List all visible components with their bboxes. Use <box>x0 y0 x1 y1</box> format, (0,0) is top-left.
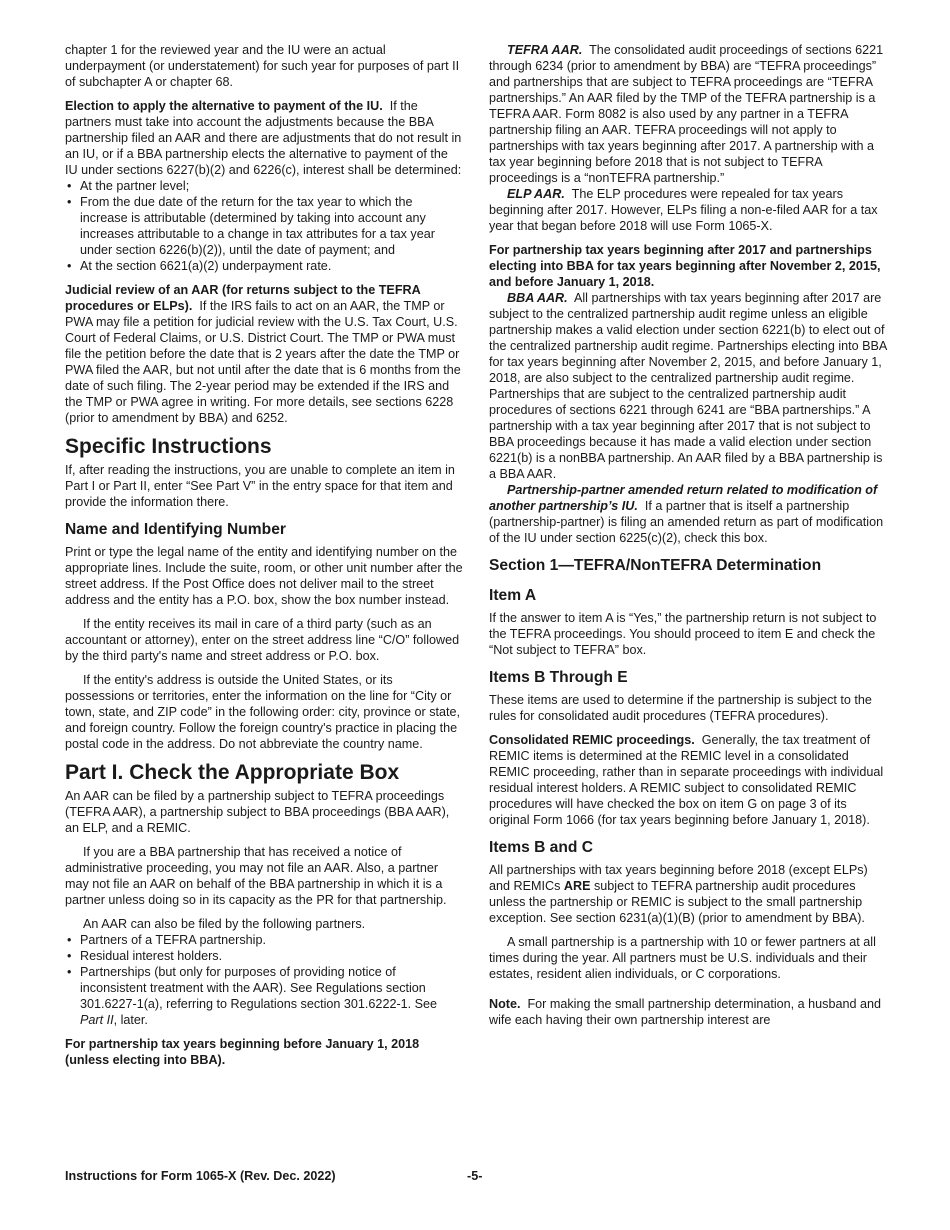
paragraph-foreign-address: If the entity's address is outside the United States, or its possessions or territories, enter the information on the line for “City or town, state, and ZIP code” in the following order: city, province or state, and foreign country. Follow the foreign country's practice in placing the postal code in the address. Do not abbreviate the country name. <box>65 673 461 751</box>
interest-bullet-list <box>65 178 463 274</box>
elp-aar-heading: ELP AAR. <box>507 187 565 201</box>
part-i-heading: Part I. Check the Appropriate Box <box>65 761 400 784</box>
part-ii-reference: Part II <box>80 1013 114 1027</box>
partnership-partner-body: If a partner that is itself a partnership (partnership-partner) is filing an amended return as part of modification of the IU under section 6225(c)(2), check this box. <box>489 499 884 545</box>
paragraph-items-b-and-c <box>489 862 887 926</box>
judicial-review-body: If the IRS fails to act on an AAR, the TMP or PWA may file a petition for judicial review with the U.S. Tax Court, U.S. Court of Federal Claims, or U.S. District Court. The TMP or PWA must file the petition before the date that is 2 years after the date the TMP or PWA filed the AAR, but not until after the date that is 6 months from the date of such filing. The 2-year period may be extended if the IRS and the TMP or PWA agree in writing. For more details, see sections 6228 (prior to amendment by BBA) and 6252. <box>65 299 461 425</box>
footer-form-title: Instructions for Form 1065-X (Rev. Dec. 2022) <box>65 1169 336 1183</box>
paragraph-bba-aar <box>489 290 887 482</box>
are-emphasis: ARE <box>563 879 591 893</box>
list-item-text: Partnerships (but only for purposes of providing notice of inconsistent treatment with the AAR). See Regulations section 301.6227-1(a), referring to Regulations section 301.6222-1. See <box>80 965 438 1011</box>
list-item: • At the partner level; <box>65 178 463 194</box>
note-heading: Note. <box>489 997 521 1011</box>
partners-bullet-list <box>65 932 463 1028</box>
election-alternative-body: If the partners must take into account the adjustments because the BBA partnership filed an AAR and there are adjustments that do not result in an IU, or if a BBA partnership elects the alternative to payment of the IU under sections 6227(b)(2) and 6226(c), interest shall be determined: <box>65 99 462 177</box>
paragraph-note <box>489 996 887 1028</box>
paragraph-care-of: If the entity receives its mail in care of a third party (such as an accountant or attorney), enter on the street address line “C/O” followed by the third party's name and street address or P.O. box. <box>65 617 460 663</box>
paragraph-small-partnership: A small partnership is a partnership with 10 or fewer partners at all times during the year. All partners must be U.S. individuals and their estates, resident alien individuals, or C corporations. <box>489 935 876 981</box>
election-alternative-heading: Election to apply the alternative to payment of the IU. <box>65 99 383 113</box>
name-identifying-number-heading: Name and Identifying Number <box>65 521 286 538</box>
list-item: • From the due date of the return for the tax year to which the increase is attributable (determined by taking into account any increases attributable to a change in tax attributes for a tax year under section 6226(b)(2)), until the date of payment; and <box>65 194 463 258</box>
list-item: • Residual interest holders. <box>65 948 463 964</box>
section-1-heading: Section 1—TEFRA/NonTEFRA Determination <box>489 557 822 574</box>
list-item: • Partners of a TEFRA partnership. <box>65 932 463 948</box>
items-b-and-c-heading: Items B and C <box>489 839 593 856</box>
list-item: • At the section 6621(a)(2) underpayment rate. <box>65 258 463 274</box>
paragraph-items-b-through-e: These items are used to determine if the partnership is subject to the rules for consolidated audit procedures (TEFRA procedures). <box>489 693 872 723</box>
paragraph-partnership-partner <box>489 482 887 546</box>
partnership-partner-heading: Partnership-partner amended return related to modification of another partnership’s IU. <box>489 483 878 513</box>
paragraph-before-2018: For partnership tax years beginning before January 1, 2018 (unless electing into BBA). <box>65 1037 420 1067</box>
specific-instructions-heading: Specific Instructions <box>65 435 272 458</box>
list-item-text: , later. <box>113 1013 148 1027</box>
paragraph-judicial-review <box>65 282 463 426</box>
paragraph-elp-aar <box>489 186 887 234</box>
paragraph-after-2017: For partnership tax years beginning after 2017 and partnerships electing into BBA for tax years beginning after November 2, 2015, and before January 1, 2018. <box>489 243 881 289</box>
paragraph-consolidated-remic <box>489 732 887 828</box>
paragraph-tefra-aar <box>489 42 887 186</box>
paragraph-item-a: If the answer to item A is “Yes,” the partnership return is not subject to the TEFRA proceedings. You should proceed to item E and check the “Not subject to TEFRA” box. <box>489 611 877 657</box>
tefra-aar-body: The consolidated audit proceedings of sections 6221 through 6234 (prior to amendment by BBA) are “TEFRA proceedings” and partnerships that are subject to TEFRA proceedings are “TEFRA partnerships.” An AAR filed by the TMP of the TEFRA partnership is a TEFRA AAR. Form 8082 is also used by any partner in a TEFRA partnership filing an AAR. TEFRA proceedings will not apply to partnerships with tax years beginning after 2017. A partnership with a tax year beginning before 2018 that is not subject to TEFRA proceedings is a “nonTEFRA partnership.” <box>489 43 884 185</box>
paragraph-partners-intro: An AAR can also be filed by the following partners. <box>83 917 366 931</box>
items-b-and-c-text: subject to TEFRA partnership audit procedures unless the partnership or REMIC is subject to the small partnership exception. See section 6231(a)(1)(B) (prior to amendment by BBA). <box>489 879 865 925</box>
bba-aar-body: All partnerships with tax years beginning after 2017 are subject to the centralized partnership audit regime unless an eligible partnership makes a valid election under section 6221(b) to elect out of the centralized partnership audit regime. Partnerships electing into BBA for tax years beginning after November 2, 2015, and before January 1, 2018, are also subject to the centralized partnership audit regime. Partnerships that are subject to the centralized partnership audit procedures of sections 6221 through 6241 are “BBA partnerships.” A partnership with a tax year beginning after 2017 that is not subject to BBA proceedings because it has made a valid election under section 6221(b) is a nonBBA partnership. An AAR filed by a BBA partnership is a BBA AAR. <box>489 291 887 481</box>
bba-aar-heading: BBA AAR. <box>507 291 568 305</box>
tefra-aar-heading: TEFRA AAR. <box>507 43 583 57</box>
paragraph-aar-filers: An AAR can be filed by a partnership subject to TEFRA proceedings (TEFRA AAR), a partnership subject to BBA proceedings (BBA AAR), an ELP, and a REMIC. <box>65 789 450 835</box>
paragraph-election-alternative <box>65 98 463 178</box>
list-item <box>65 964 463 1028</box>
footer-page-number: -5- <box>467 1169 483 1183</box>
left-column <box>65 42 463 1076</box>
paragraph-legal-name: Print or type the legal name of the entity and identifying number on the appropriate lines. Include the suite, room, or other unit number after the street address. If the Post Office does not deliver mail to the street address and the entity has a P.O. box, show the box number instead. <box>65 545 463 607</box>
consolidated-remic-heading: Consolidated REMIC proceedings. <box>489 733 695 747</box>
note-body: For making the small partnership determination, a husband and wife each having their own partnership interest are <box>489 997 882 1027</box>
right-column <box>489 42 887 1036</box>
elp-aar-body: The ELP procedures were repealed for tax years beginning after 2017. However, ELPs filing a non-e-filed AAR for a tax year that began before 2018 will use Form 1065-X. <box>489 187 878 233</box>
item-a-heading: Item A <box>489 587 537 604</box>
judicial-review-heading: Judicial review of an AAR (for returns subject to the TEFRA procedures or ELPs). <box>65 283 421 313</box>
paragraph-see-part-v: If, after reading the instructions, you are unable to complete an item in Part I or Part II, enter “See Part V” in the entry space for that item and provide the information there. <box>65 463 455 509</box>
paragraph-bba-notice: If you are a BBA partnership that has received a notice of administrative proceeding, you may not file an AAR. Also, a partner may not file an AAR on behalf of the BBA partnership in which it is a partner unless doing so in its capacity as the PR for that partnership. <box>65 845 447 907</box>
paragraph-underpayment: chapter 1 for the reviewed year and the IU were an actual underpayment (or understatement) for such year for purposes of part II of subchapter A or chapter 68. <box>65 43 460 89</box>
items-b-and-c-text: All partnerships with tax years beginning before 2018 (except ELPs) and REMICs <box>489 863 868 893</box>
items-b-through-e-heading: Items B Through E <box>489 669 628 686</box>
consolidated-remic-body: Generally, the tax treatment of REMIC items is determined at the REMIC level in a consolidated REMIC proceeding, rather than in separate proceedings with individual residual interest holders. A REMIC subject to consolidated REMIC procedures will have checked the box on item G on page 3 of its original Form 1066 (for tax years beginning before January 1, 2018). <box>489 733 884 827</box>
